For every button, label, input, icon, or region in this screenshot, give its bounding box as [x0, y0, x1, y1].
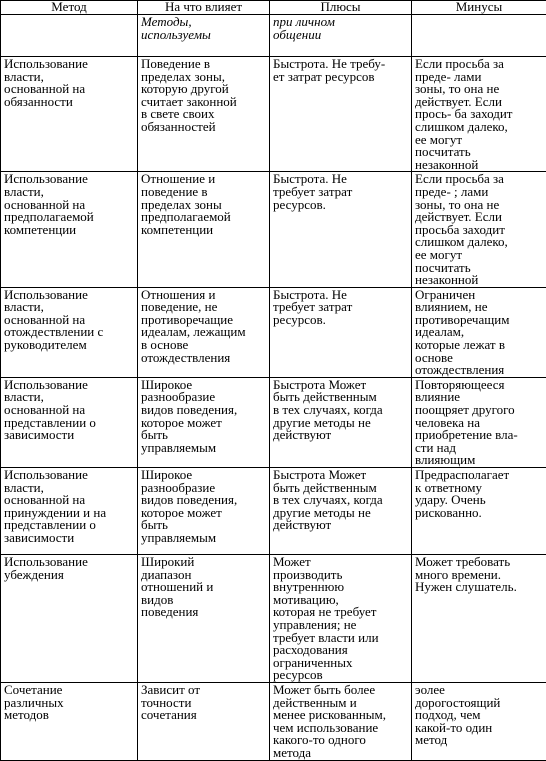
header-row: [1, 1, 546, 15]
affects-cell: [138, 287, 270, 377]
pros-cell: [270, 172, 412, 287]
affects-cell: [138, 555, 270, 683]
affects-text: Отношение и поведение в пределах зоны предполагаемой компетенции: [141, 173, 266, 236]
cons-text: Повторяющееся влияние поощряет другого человека на приобретение вла- сти над влияющим: [415, 379, 543, 467]
method-text: Использование власти, основанной на обязанности: [4, 58, 134, 108]
pros-text: Быстрота. Не требует затрат ресурсов.: [273, 289, 408, 327]
affects-text: Зависит от точности сочетания: [141, 684, 266, 722]
table-row: [1, 377, 546, 467]
affects-text: Поведение в пределах зоны, которую другой считает законной в свете своих обязанностей: [141, 58, 266, 134]
affects-text: Широкий диапазон отношений и видов поведения: [141, 556, 266, 619]
cons-cell: [412, 468, 546, 555]
cons-cell: [412, 377, 546, 467]
header-method: Метод: [1, 1, 138, 15]
method-text: Использование власти, основанной на отождествлении с руководителем: [4, 289, 134, 352]
method-cell: [1, 468, 138, 555]
method-text: Использование власти, основанной на принуждении и на представлении о зависимости: [4, 469, 134, 545]
cons-cell: [412, 682, 546, 760]
method-cell: [1, 682, 138, 760]
cons-cell: [412, 555, 546, 683]
pros-text: Может быть более действенным и менее рискованным, чем использование какого-то одного метода: [273, 684, 408, 760]
table-row: [1, 682, 546, 760]
header-cons: Минусы: [412, 1, 546, 15]
header-affects: На что влияет: [138, 1, 270, 15]
subheader-cell: [412, 15, 546, 57]
method-cell: [1, 377, 138, 467]
subheader-text: при личном общении: [273, 16, 408, 41]
subheader-cell: [1, 15, 138, 57]
affects-cell: [138, 377, 270, 467]
method-cell: [1, 172, 138, 287]
table-row: [1, 172, 546, 287]
cons-cell: [412, 172, 546, 287]
affects-cell: [138, 172, 270, 287]
pros-text: Может производить внутреннюю мотивацию, которая не требует управления; не требует власти или расходования ограниченных ресурсов: [273, 556, 408, 682]
pros-cell: [270, 682, 412, 760]
affects-cell: [138, 468, 270, 555]
affects-cell: [138, 57, 270, 172]
method-text: Использование убеждения: [4, 556, 134, 581]
pros-text: Быстрота. Не требует затрат ресурсов.: [273, 173, 408, 211]
pros-text: Быстрота Может быть действенным в тех случаях, когда другие методы не действуют: [273, 379, 408, 442]
table-row: [1, 555, 546, 683]
subheader-row: [1, 15, 546, 57]
pros-cell: [270, 287, 412, 377]
subheader-cell: [138, 15, 270, 57]
cons-cell: [412, 57, 546, 172]
cons-cell: [412, 287, 546, 377]
table-row: [1, 287, 546, 377]
subheader-cell: [270, 15, 412, 57]
pros-cell: [270, 555, 412, 683]
cons-text: Ограничен влиянием, не противоречащим идеалам, которые лежат в основе отождествления: [415, 289, 543, 377]
pros-cell: [270, 468, 412, 555]
affects-cell: [138, 682, 270, 760]
method-cell: [1, 555, 138, 683]
cons-text: Если просьба за преде- лами зоны, то она не действует. Если прось- ба заходит слишком далеко, ее могут посчитать незаконной: [415, 58, 543, 171]
table-row: [1, 468, 546, 555]
cons-text: эолее дорогостоящий подход, чем какой-то один метод: [415, 684, 543, 747]
header-pros: Плюсы: [270, 1, 412, 15]
pros-text: Быстрота Может быть действенным в тех случаях, когда другие методы не действуют: [273, 469, 408, 532]
subheader-text: Методы, используемы: [141, 16, 266, 41]
pros-cell: [270, 377, 412, 467]
method-text: Использование власти, основанной на предполагаемой компетенции: [4, 173, 134, 236]
affects-text: Широкое разнообразие видов поведения, которое может быть управляемым: [141, 469, 266, 545]
cons-text: Если просьба за преде- ; лами зоны, то она не действует. Если просьба заходит слишком далеко, ее могут посчитать незаконной: [415, 173, 543, 286]
affects-text: Широкое разнообразие видов поведения, которое может быть управляемым: [141, 379, 266, 455]
affects-text: Отношения и поведение, не противоречащие идеалам, лежащим в основе отождествления: [141, 289, 266, 365]
method-text: Использование власти, основанной на представлении о зависимости: [4, 379, 134, 442]
pros-text: Быстрота. Не требу- ет затрат ресурсов: [273, 58, 408, 83]
table-row: [1, 57, 546, 172]
cons-text: Предрасполагает к ответному удару. Очень рискованно.: [415, 469, 543, 519]
method-cell: [1, 57, 138, 172]
cons-text: Может требовать много времени. Нужен слушатель.: [415, 556, 543, 594]
method-cell: [1, 287, 138, 377]
pros-cell: [270, 57, 412, 172]
method-text: Сочетание различных методов: [4, 684, 134, 722]
